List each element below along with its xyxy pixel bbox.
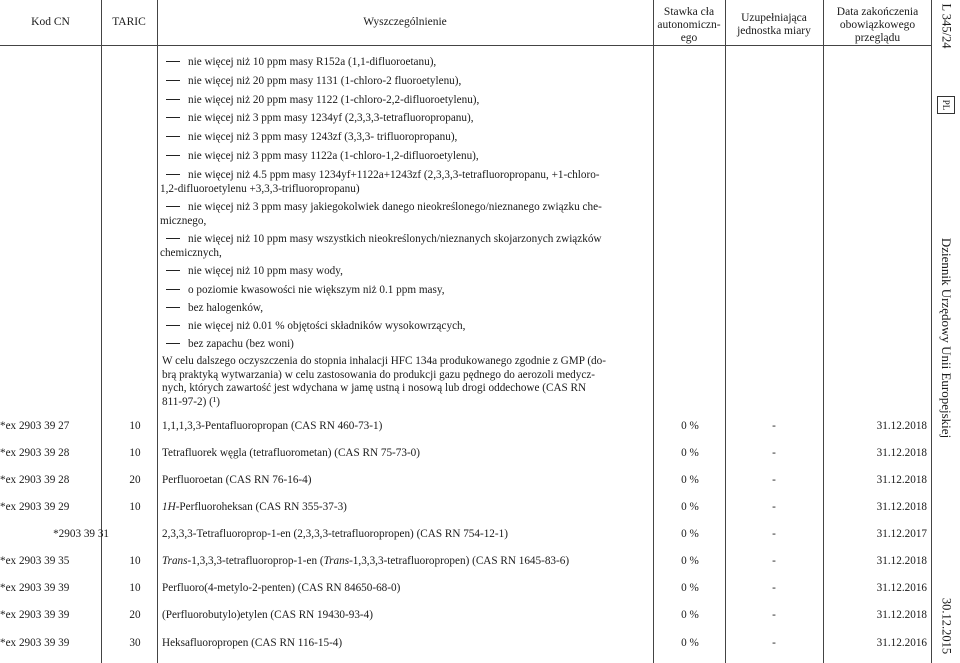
cn-code: *ex 2903 39 35 [0, 555, 70, 567]
header-taric: TARIC [112, 15, 146, 28]
page-reference: L 345/24 [939, 3, 954, 49]
spec-item: bez zapachu (bez woni) [160, 338, 652, 352]
supplementary-unit: - [772, 447, 776, 459]
cn-code: *ex 2903 39 39 [0, 637, 70, 649]
review-date: 31.12.2018 [876, 501, 927, 513]
row-description: Perfluoro(4-metylo-2-penten) (CAS RN 84650-68-0) [162, 582, 401, 594]
row-description: (Perfluorobutylo)etylen (CAS RN 19430-93-4) [162, 609, 373, 621]
spec-item: nie więcej niż 3 ppm masy 1122a (1-chloro-1,2-difluoroetylenu), [160, 150, 652, 164]
duty-rate: 0 % [681, 501, 699, 513]
review-date: 31.12.2018 [876, 609, 927, 621]
review-date: 31.12.2018 [876, 555, 927, 567]
column-divider [157, 0, 158, 663]
cn-code: *ex 2903 39 39 [0, 609, 70, 621]
column-divider [823, 0, 824, 663]
taric-code: 10 [129, 501, 141, 513]
row-description: 1,1,1,3,3-Pentafluoropropan (CAS RN 460-73-1) [162, 420, 383, 432]
publication-date: 30.12.2015 [939, 597, 954, 655]
cn-code: *ex 2903 39 28 [0, 447, 70, 459]
journal-title: Dziennik Urzędowy Unii Europejskiej [939, 237, 954, 439]
taric-code: 10 [129, 582, 141, 594]
spec-item: nie więcej niż 3 ppm masy 1243zf (3,3,3- trifluoropropanu), [160, 131, 652, 145]
cn-code: *ex 2903 39 29 [0, 501, 70, 513]
review-date: 31.12.2018 [876, 474, 927, 486]
duty-rate: 0 % [681, 582, 699, 594]
header-divider [0, 45, 932, 46]
cn-code: *ex 2903 39 39 [0, 582, 70, 594]
spec-item: nie więcej niż 3 ppm masy jakiegokolwiek danego nieokreślonego/nieznanego związku che- [160, 201, 652, 215]
spec-item: nie więcej niż 0.01 % objętości składników wysokowrzących, [160, 320, 652, 334]
supplementary-unit: - [772, 637, 776, 649]
spec-item-wrap: chemicznych, [160, 247, 222, 259]
spec-item: nie więcej niż 4.5 ppm masy 1234yf+1122a+1243zf (2,3,3,3-tetrafluoropropanu, +1-chloro- [160, 169, 652, 183]
taric-code: 10 [129, 420, 141, 432]
spec-item: nie więcej niż 3 ppm masy 1234yf (2,3,3,3-tetrafluoropropanu), [160, 112, 652, 126]
supplementary-unit: - [772, 609, 776, 621]
row-description: Tetrafluorek węgla (tetrafluorometan) (CAS RN 75-73-0) [162, 447, 420, 459]
header-code: Kod CN [31, 15, 70, 28]
spec-item-wrap: 1,2-difluoroetylenu +3,3,3-trifluoropropanu) [160, 183, 360, 195]
duty-rate: 0 % [681, 528, 699, 540]
spec-item: nie więcej niż 20 ppm masy 1131 (1-chloro-2 fluoroetylenu), [160, 75, 652, 89]
supplementary-unit: - [772, 555, 776, 567]
spec-item: nie więcej niż 10 ppm masy R152a (1,1-difluoroetanu), [160, 56, 652, 70]
row-description: 1H-Perfluoroheksan (CAS RN 355-37-3) [162, 501, 347, 513]
review-date: 31.12.2016 [876, 582, 927, 594]
spec-item: bez halogenków, [160, 302, 652, 316]
language-code: PL [941, 99, 951, 111]
review-date: 31.12.2018 [876, 447, 927, 459]
row-description: 2,3,3,3-Tetrafluoroprop-1-en (2,3,3,3-tetrafluoropropen) (CAS RN 754-12-1) [162, 528, 508, 540]
usage-paragraph: W celu dalszego oczyszczenia do stopnia inhalacji HFC 134a produkowanego zgodnie z GMP (do- brą praktyką wytwarzania) w celu zastosowania do produkcji gazu pędnego do aerozoli medycz- nych, których zawartość jest wdychana w jamę ustną i nosową lub drogi oddechowe (CAS RN 811-97-2) (¹) [162, 355, 606, 408]
header-date: Data zakończenia obowiązkowego przeglądu [836, 6, 919, 44]
cn-code: *2903 39 31 [53, 528, 109, 540]
header-rate: Stawka cła autonomiczn- ego [657, 6, 721, 44]
row-description: Perfluoroetan (CAS RN 76-16-4) [162, 474, 312, 486]
spec-item: nie więcej niż 10 ppm masy wody, [160, 265, 652, 279]
header-unit: Uzupełniająca jednostka miary [737, 12, 811, 37]
cn-code: *ex 2903 39 28 [0, 474, 70, 486]
taric-code: 10 [129, 447, 141, 459]
row-description: Trans-1,3,3,3-tetrafluoroprop-1-en (Trans-1,3,3,3-tetrafluoropropen) (CAS RN 1645-83-6) [162, 555, 570, 567]
column-divider [653, 0, 654, 663]
supplementary-unit: - [772, 501, 776, 513]
spec-item-wrap: micznego, [160, 215, 207, 227]
duty-rate: 0 % [681, 474, 699, 486]
supplementary-unit: - [772, 582, 776, 594]
review-date: 31.12.2017 [876, 528, 927, 540]
column-divider [725, 0, 726, 663]
supplementary-unit: - [772, 528, 776, 540]
header-description: Wyszczególnienie [363, 15, 447, 28]
duty-rate: 0 % [681, 555, 699, 567]
taric-code: 20 [129, 474, 141, 486]
language-badge [937, 96, 955, 114]
cn-code: *ex 2903 39 27 [0, 420, 70, 432]
row-description: Heksafluoropropen (CAS RN 116-15-4) [162, 637, 343, 649]
duty-rate: 0 % [681, 637, 699, 649]
review-date: 31.12.2018 [876, 420, 927, 432]
supplementary-unit: - [772, 474, 776, 486]
duty-rate: 0 % [681, 609, 699, 621]
spec-item: nie więcej niż 10 ppm masy wszystkich nieokreślonych/nieznanych skojarzonych związków [160, 233, 652, 247]
duty-rate: 0 % [681, 420, 699, 432]
spec-item: nie więcej niż 20 ppm masy 1122 (1-chloro-2,2-difluoroetylenu), [160, 94, 652, 108]
taric-code: 30 [129, 637, 141, 649]
taric-code: 20 [129, 609, 141, 621]
supplementary-unit: - [772, 420, 776, 432]
duty-rate: 0 % [681, 447, 699, 459]
review-date: 31.12.2016 [876, 637, 927, 649]
taric-code: 10 [129, 555, 141, 567]
spec-item: o poziomie kwasowości nie większym niż 0.1 ppm masy, [160, 284, 652, 298]
